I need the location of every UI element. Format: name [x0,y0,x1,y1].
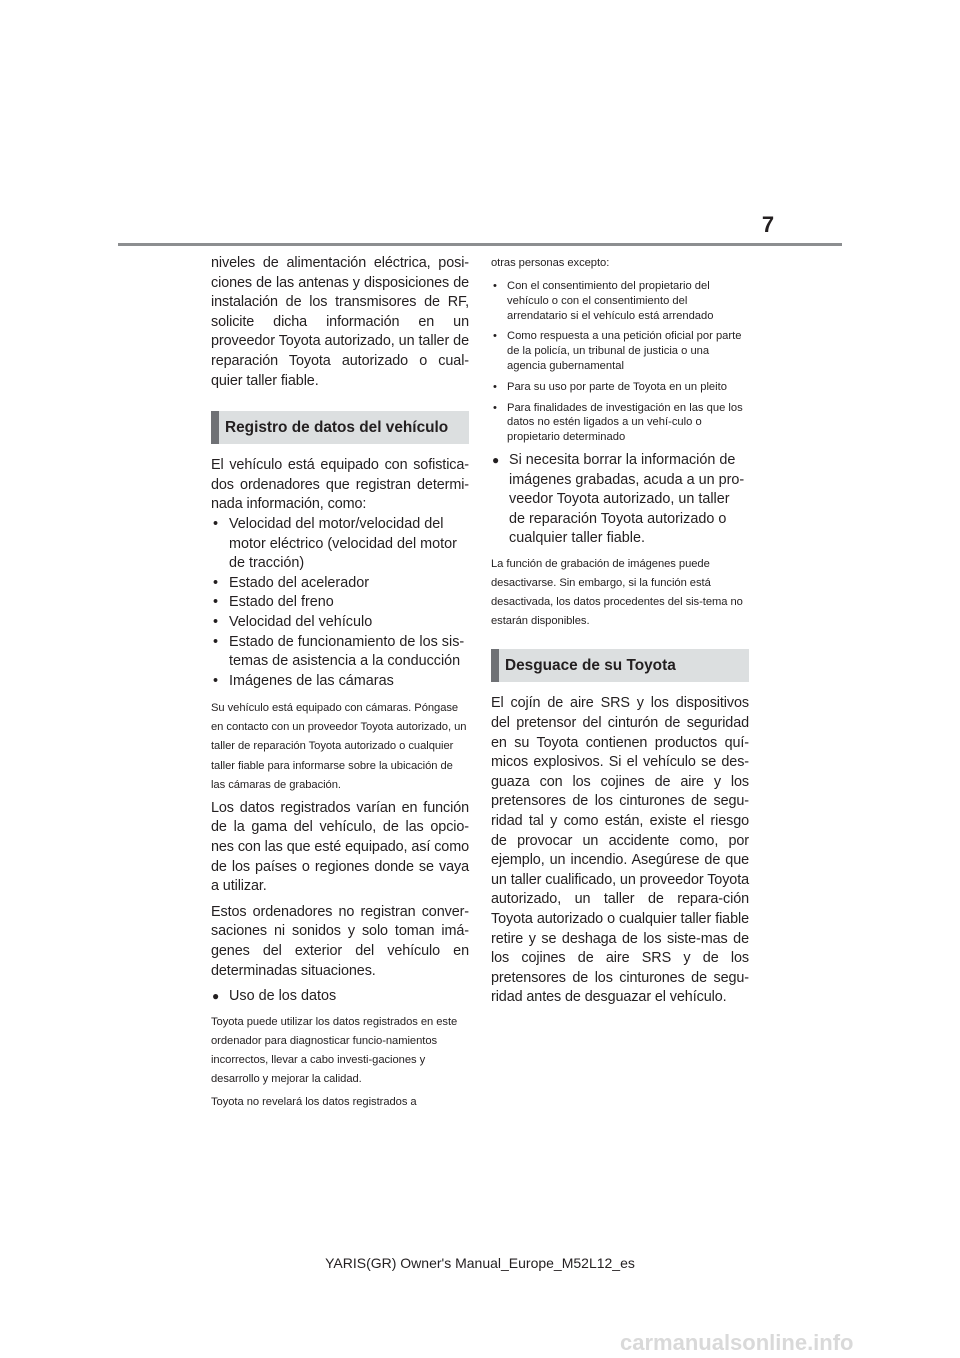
list-item: • Estado del freno [213,594,334,611]
list-item: • Velocidad del vehículo [213,613,373,630]
list-item: • Con el consentimiento del propietario del vehículo o con el consentimiento del arrendatario si el vehículo está arrendado [493,280,714,322]
section-heading-registro: Registro de datos del vehículo [211,411,469,444]
use-of-data-note: Toyota puede utilizar los datos registrados en este ordenador para diagnosticar funcio-namientos incorrectos, llevar a cabo investi-gaciones y desarrollo y mejorar la calidad. [211,1015,458,1085]
exceptions-list [491,279,749,445]
list-item: • Velocidad del motor/velocidad del motor eléctrico (velocidad del motor de tracción) [213,515,457,572]
intro-paragraph: niveles de alimentación eléctrica, posi-ciones de las antenas y disposiciones de instalación de los transmisores de RF, solicite dicha información en un proveedor Toyota autorizado, un taller de reparación Toyota autorizado o cual-quier taller fiable. [211,255,469,389]
recording-intro: El vehículo está equipado con sofistica-dos ordenadores que registran determi-nada información, como: [211,457,469,513]
disable-recording-note: La función de grabación de imágenes puede desactivarse. Sin embargo, si la función está desactivada, los datos procedentes del sis-tema no estarán disponibles. [491,558,743,628]
list-item: • Estado de funcionamiento de los sis-temas de asistencia a la conducción [213,633,465,670]
list-item: • Como respuesta a una petición oficial por parte de la policía, un tribunal de justicia o una agencia gubernamental [493,330,742,373]
use-of-data-heading: ● Uso de los datos [211,987,469,1007]
list-item: • Imágenes de las cámaras [213,672,394,689]
continuation-text: otras personas excepto: [491,257,610,269]
list-item: • Para su uso por parte de Toyota en un pleito [493,380,727,393]
no-conversations-paragraph: Estos ordenadores no registran conver-saciones ni sonidos y solo toman imá-genes del exterior del vehículo en determinadas situaciones. [211,903,469,979]
page-number: 7 [761,212,775,237]
section-heading-desguace: Desguace de su Toyota [491,649,749,682]
data-varies-paragraph: Los datos registrados varían en función de la gama del vehículo, de las opcio-nes con las que esté equipado, así como de los países o regiones donde se vaya a utilizar. [211,799,469,895]
left-column [211,254,469,1116]
right-column [491,254,749,1014]
erase-info-item: ● Si necesita borrar la información de imágenes grabadas, acuda a un pro-veedor Toyota autorizado, un taller de reparación Toyota autorizado o cualquier taller fiable. [492,452,745,547]
recorded-items-list [211,515,469,691]
footer-manual-id: YARIS(GR) Owner's Manual_Europe_M52L12_es [325,1255,635,1271]
list-item: • Estado del acelerador [213,574,369,591]
header-rule [118,243,842,246]
cameras-note: Su vehículo está equipado con cámaras. Póngase en contacto con un proveedor Toyota autorizado, un taller de reparación Toyota autorizado o cualquier taller fiable para informarse sobre la ubicación de las cámaras de grabación. [211,702,467,791]
list-item: • Para finalidades de investigación en las que los datos no estén ligados a un vehí-culo o propietario determinado [493,401,743,444]
watermark: carmanualsonline.info [620,1330,854,1355]
no-reveal-text: Toyota no revelará los datos registrados a [211,1096,417,1109]
scrap-paragraph: El cojín de aire SRS y los dispositivos del pretensor del cinturón de seguridad en su Toyota contienen productos quí-micos explosivos. Si el vehículo se des-guaza con los cojines de aire y los pretensores de los cinturones de segu-ridad tal y como están, existe el riesgo de provocar un accidente como, por ejemplo, un incendio. Asegúrese de que un taller cualificado, un proveedor Toyota autorizado, un taller de repara-ción Toyota autorizado o cualquier taller fiable retire y se deshaga de los siste-mas de los cojines de aire SRS y de los pretensores de los cinturones de segu-ridad antes de desguazar el vehículo. [491,695,749,1006]
bullet-disc-icon: ● [492,453,500,468]
bullet-disc-icon: ● [212,989,220,1004]
